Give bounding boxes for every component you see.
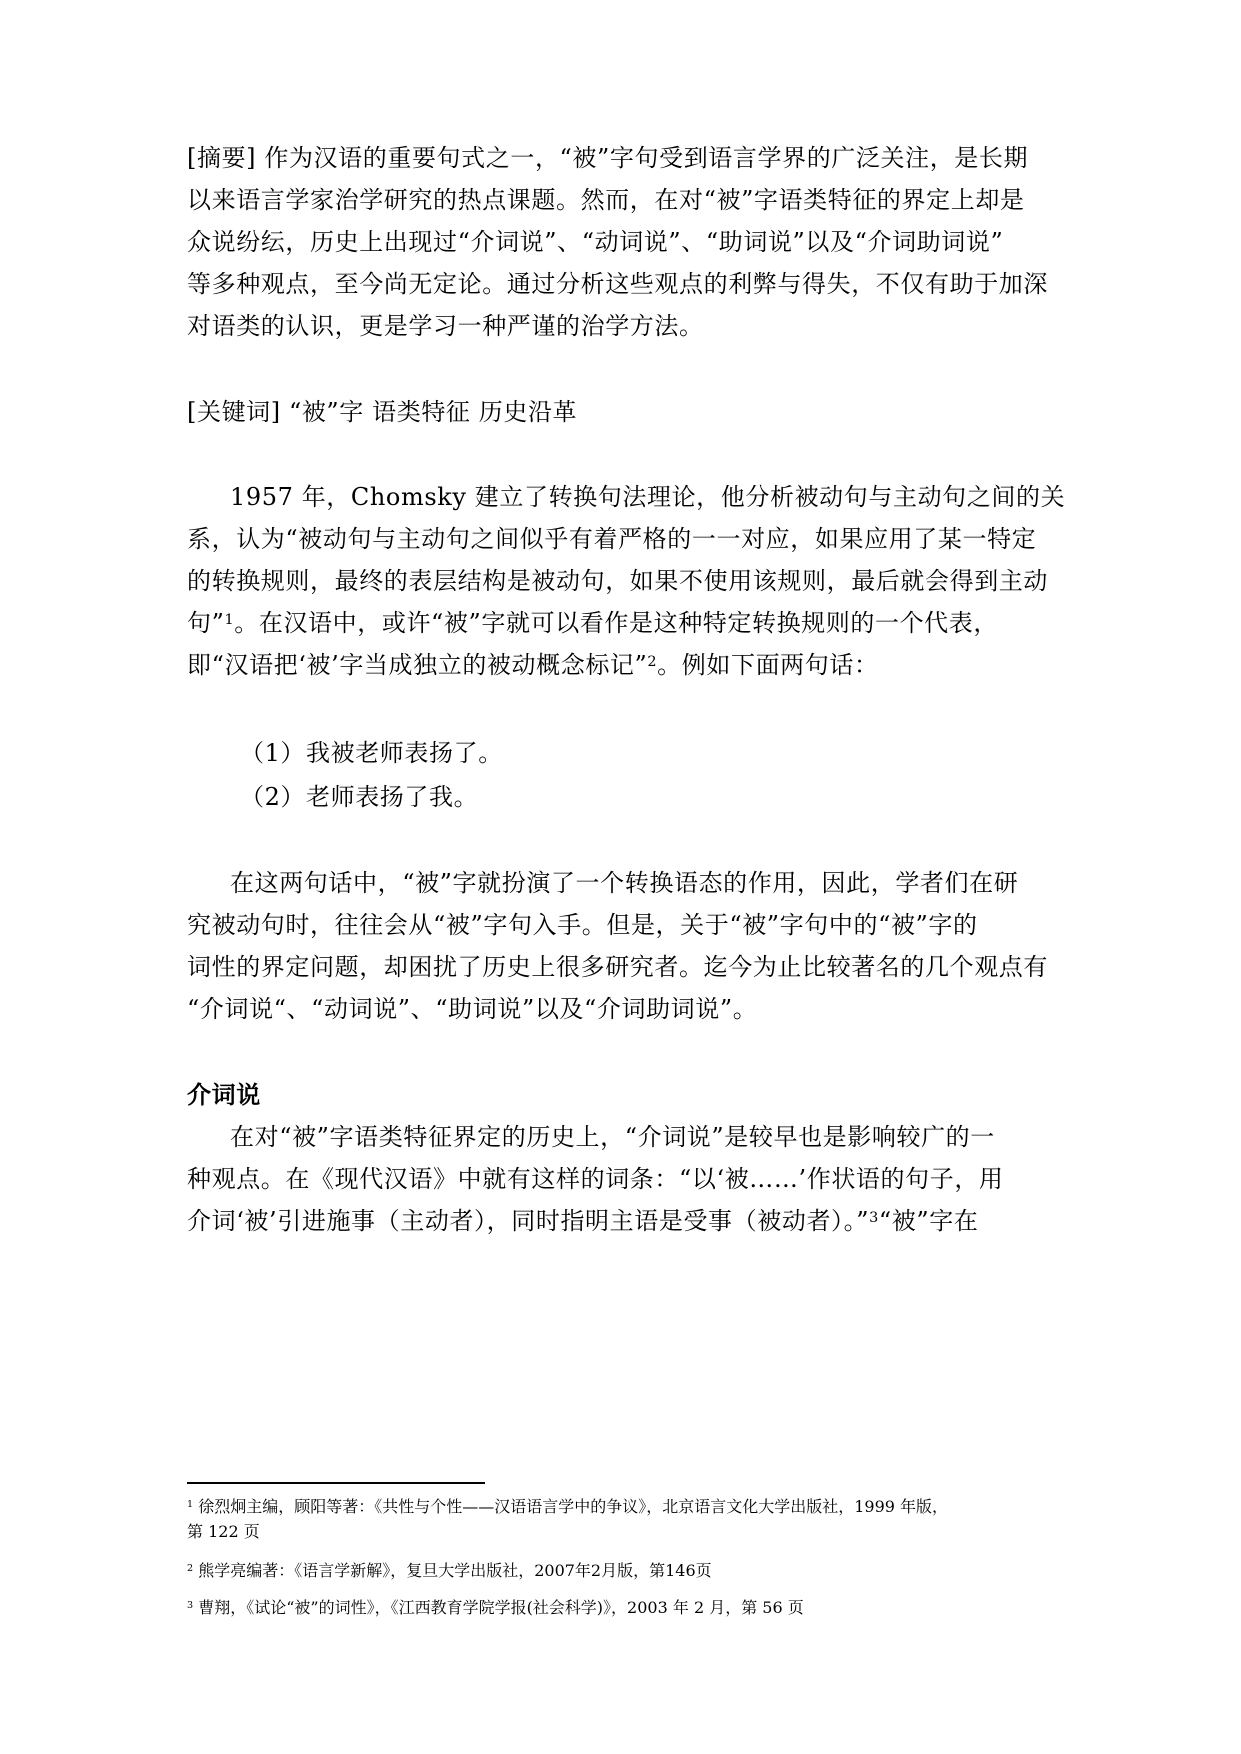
footnote-mark: 2 [187,1563,194,1575]
example-text: 老师表扬了我。 [306,783,479,811]
footnote-separator [187,1482,485,1484]
section-heading: 介词说 [187,1080,261,1109]
text-run: 。在汉语中，或许“被”字就可以看作是这种特定转换规则的一个代表， [234,609,998,637]
footnote [187,1496,948,1518]
paragraph-line [187,650,879,680]
text-run: 句” [187,609,225,637]
paragraph-line: 究被动句时，往往会从“被”字句入手。但是，关于“被”字句中的“被”字的 [187,911,978,939]
text-run: “被”字在 [878,1207,979,1235]
footnote-ref[interactable]: 2 [647,653,658,670]
footnote-text: 徐烈炯主编，顾阳等著：《共性与个性——汉语语言学中的争议》，北京语言文化大学出版社，1999 年版， [198,1497,949,1516]
example-text: 我被老师表扬了。 [306,739,503,767]
abstract-line: 以来语言学家治学研究的热点课题。然而，在对“被”字语类特征的界定上却是 [187,186,1025,214]
text-run: 即“汉语把‘被’字当成独立的被动概念标记” [187,651,648,679]
footnote-text: 熊学亮编著：《语言学新解》，复旦大学出版社，2007年2月版，第146页 [198,1561,712,1580]
abstract-line: 对语类的认识，更是学习一种严谨的治学方法。 [187,312,704,340]
footnote-ref[interactable]: 3 [869,1209,879,1226]
paragraph-line: 1957 年，Chomsky 建立了转换句法理论，他分析被动句与主动句之间的关 [230,483,1066,511]
footnote [187,1597,804,1619]
footnote-mark: 3 [187,1600,194,1612]
paragraph-line: 在这两句话中，“被”字就扮演了一个转换语态的作用，因此，学者们在研 [230,869,1019,897]
footnote-text: 曹翔，《试论“被”的词性》，《江西教育学院学报(社会科学)》，2003 年 2 月，第 56 页 [198,1598,804,1617]
text-run: 。例如下面两句话： [657,651,879,679]
keywords: [关键词] “被”字 语类特征 历史沿革 [187,398,578,426]
footnote-ref[interactable]: 1 [224,611,235,628]
text-run: 介词‘被’引进施事（主动者），同时指明主语是受事（被动者）。” [187,1207,870,1235]
footnote-mark: 1 [187,1499,194,1511]
paragraph-line: 系，认为“被动句与主动句之间似乎有着严格的一一对应，如果应用了某一特定 [187,525,1037,553]
example-number: （1） [240,739,306,767]
paragraph-line: 种观点。在《现代汉语》中就有这样的词条：“以‘被……’作状语的句子，用 [187,1165,1004,1193]
paragraph-line: 在对“被”字语类特征界定的历史上，“介词说”是较早也是影响较广的一 [230,1123,995,1151]
paragraph-line: 词性的界定问题，却困扰了历史上很多研究者。迄今为止比较著名的几个观点有 [187,953,1048,981]
paragraph-line [187,608,998,638]
footnote-continuation: 第 122 页 [187,1522,260,1541]
paragraph-line: “介词说“、“动词说”、“助词说”以及“介词助词说”。 [187,995,758,1023]
abstract-line: 众说纷纭，历史上出现过“介词说”、“动词说”、“助词说”以及“介词助词说” [187,228,1004,256]
footnote [187,1560,712,1582]
example-number: （2） [240,783,306,811]
abstract-line: [摘要] 作为汉语的重要句式之一，“被”字句受到语言学界的广泛关注，是长期 [187,144,1029,172]
abstract-line: 等多种观点，至今尚无定论。通过分析这些观点的利弊与得失，不仅有助于加深 [187,270,1048,298]
paragraph-line: 的转换规则，最终的表层结构是被动句，如果不使用该规则，最后就会得到主动 [187,567,1048,595]
paragraph-line [187,1206,978,1236]
